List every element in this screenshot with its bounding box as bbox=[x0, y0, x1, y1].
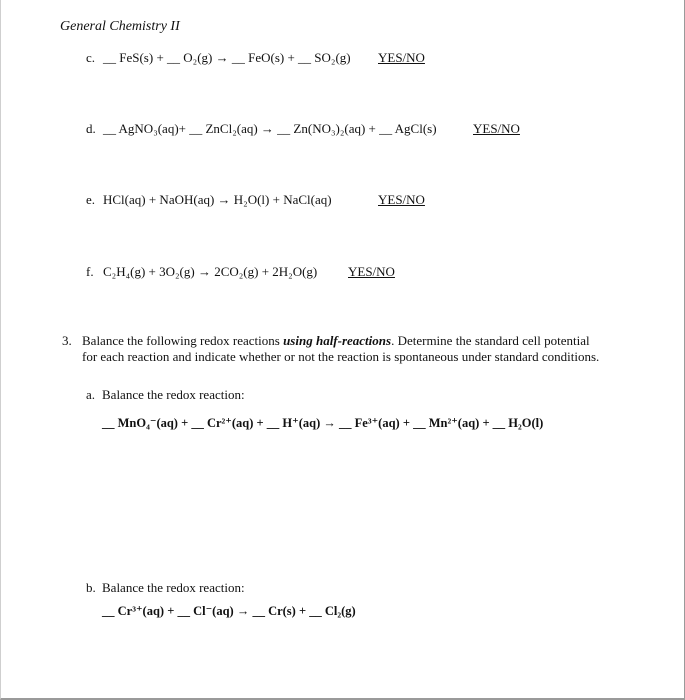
item-e-letter: e. bbox=[86, 192, 96, 207]
question-3-text bbox=[82, 333, 602, 365]
item-d-letter: d. bbox=[86, 121, 96, 136]
question-3-text-after: . Determine the standard cell potential for each reaction and indicate whether or not the reaction is spontaneous under standard conditions. bbox=[82, 333, 600, 364]
item-e-yesno: YES/NO bbox=[378, 192, 425, 207]
part-a-equation: __ MnO₄⁻(aq) + __ Cr²⁺(aq) + __ H⁺(aq) → __ Fe³⁺(aq) + __ Mn²⁺(aq) + __ H₂O(l) bbox=[102, 416, 544, 430]
part-a-label: a. bbox=[86, 387, 96, 402]
part-a-text: Balance the redox reaction: bbox=[102, 387, 245, 402]
part-b-text: Balance the redox reaction: bbox=[102, 580, 245, 595]
item-f-letter: f. bbox=[86, 264, 94, 279]
item-c-equation: __ FeS(s) + __ O₂(g) → __ FeO(s) + __ SO₂(g) bbox=[103, 50, 351, 65]
item-d-yesno: YES/NO bbox=[473, 121, 520, 136]
item-c-yesno: YES/NO bbox=[378, 50, 425, 65]
question-3-number: 3. bbox=[62, 333, 72, 348]
item-d-equation: __ AgNO₃(aq)+ __ ZnCl₂(aq) → __ Zn(NO₃)₂(aq) + __ AgCl(s) bbox=[103, 121, 437, 136]
item-f-yesno: YES/NO bbox=[348, 264, 395, 279]
question-3-emphasis: using half-reactions bbox=[283, 333, 392, 348]
question-3-text-before: Balance the following redox reactions bbox=[82, 333, 284, 348]
item-c-letter: c. bbox=[86, 50, 96, 65]
part-b-label: b. bbox=[86, 580, 96, 595]
part-b-equation: __ Cr³⁺(aq) + __ Cl⁻(aq) → __ Cr(s) + __ Cl₂(g) bbox=[102, 604, 356, 618]
item-f-equation: C₂H₄(g) + 3O₂(g) → 2CO₂(g) + 2H₂O(g) bbox=[103, 264, 318, 279]
page-header: General Chemistry II bbox=[60, 19, 180, 34]
item-e-equation: HCl(aq) + NaOH(aq) → H₂O(l) + NaCl(aq) bbox=[103, 192, 332, 207]
